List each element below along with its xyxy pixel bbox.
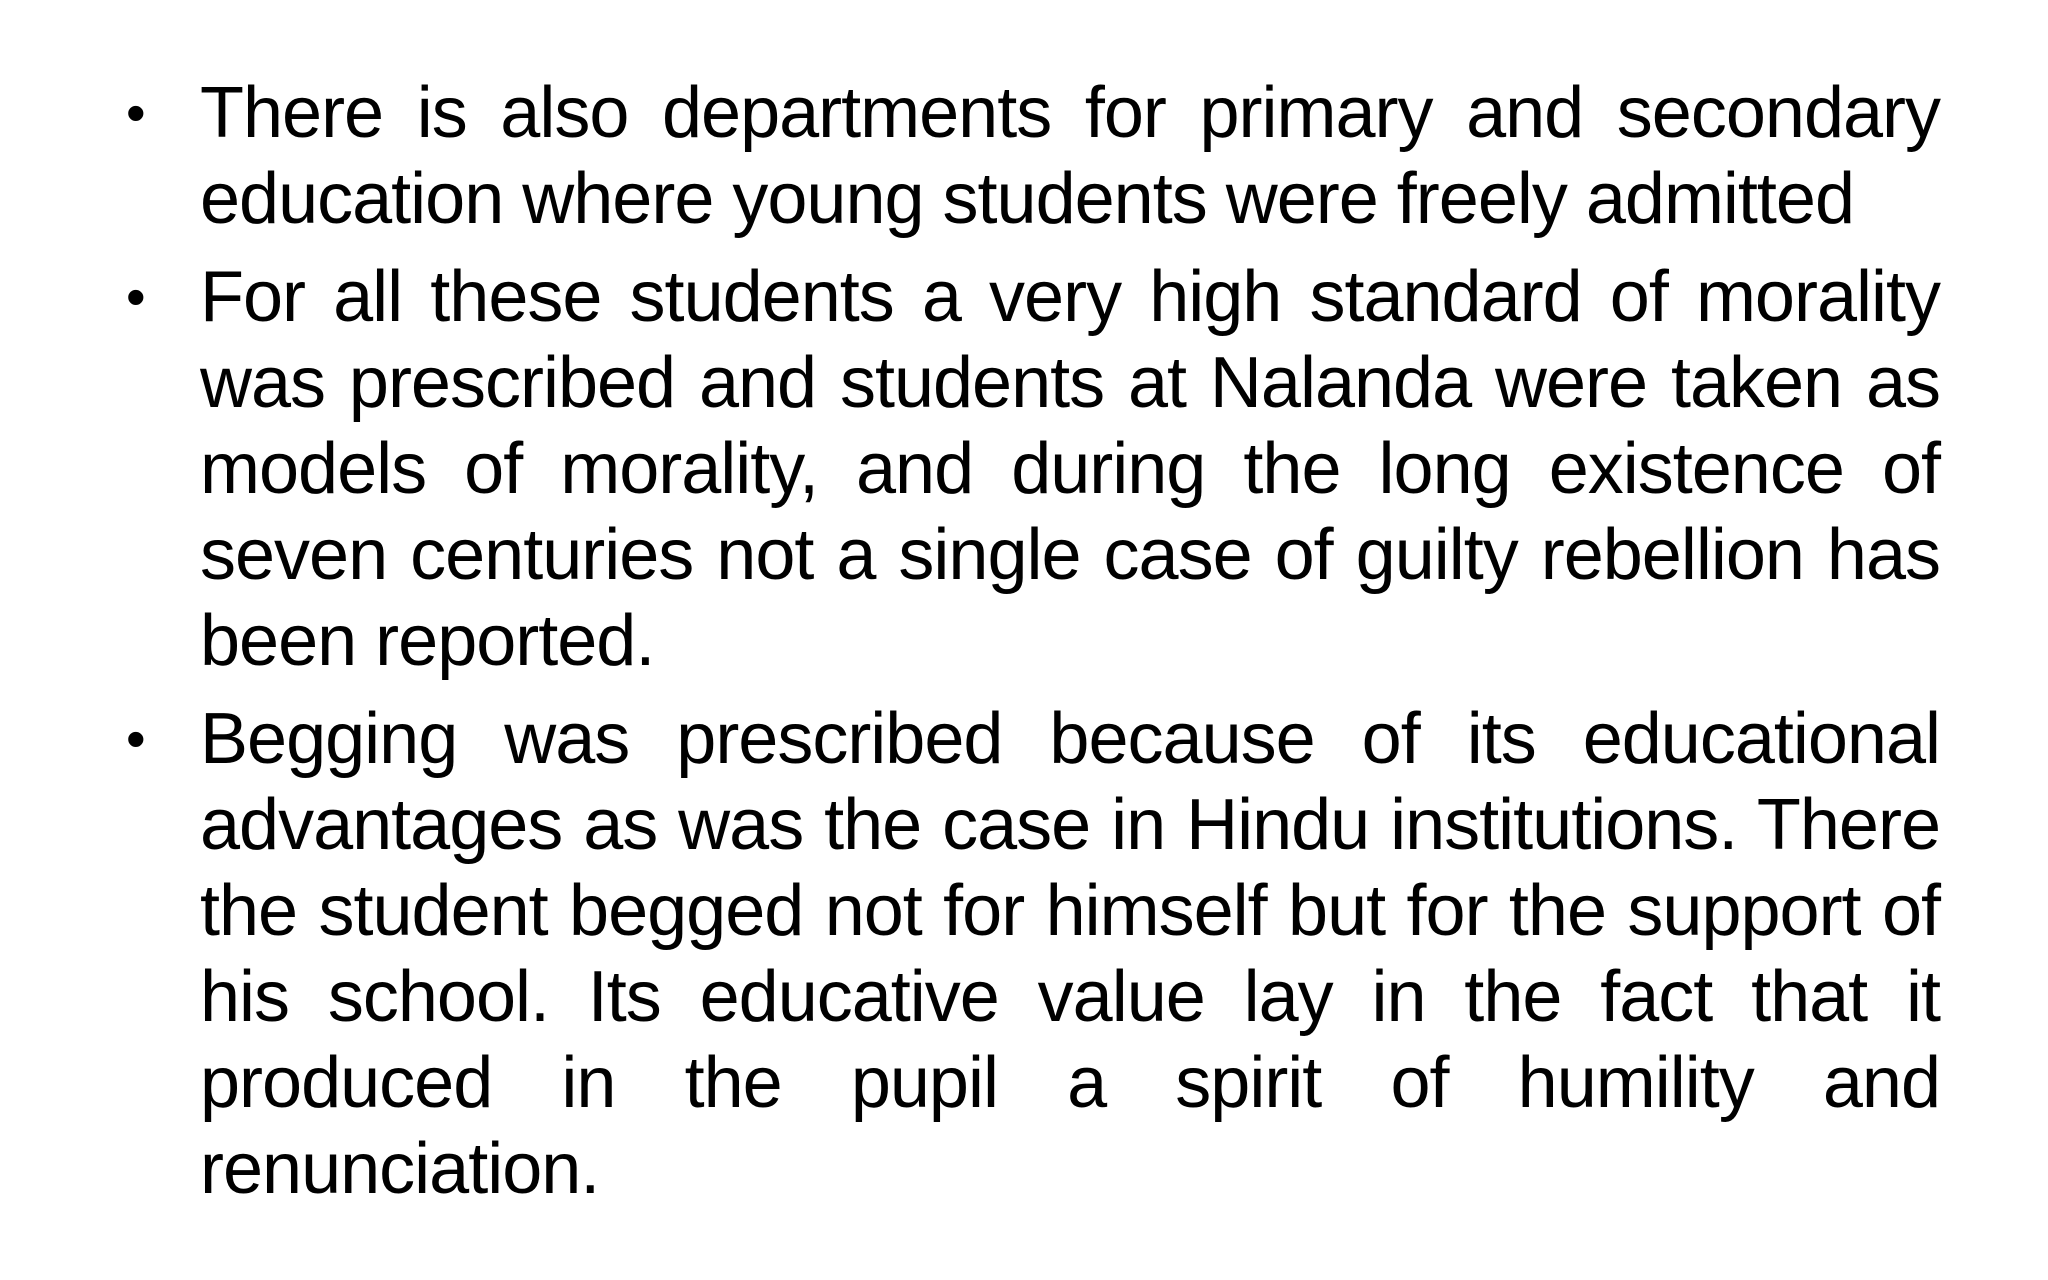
bullet-item-morality [120,254,1940,684]
bullet-icon: • [126,707,145,770]
bullet-item-primary-secondary-education [120,70,1940,242]
bullet-icon: • [126,265,145,328]
bullet-item-begging [120,696,1940,1212]
bullet-list [120,70,1940,1224]
bullet-text: Begging was prescribed because of its educational advantages as was the case in Hindu institutions. There the student begged not for himself but for the support of his school. Its educative value lay in the fact that it produced in the pupil a spirit of humility and renunciation. [200,699,1940,1209]
bullet-text: For all these students a very high standard of morality was prescribed and students at Nalanda were taken as models of morality, and during the long existence of seven centuries not a single case of guilty rebellion has been reported. [200,257,1940,681]
bullet-icon: • [126,81,145,144]
bullet-text: There is also departments for primary and secondary education where young students were freely admitted [200,73,1940,239]
